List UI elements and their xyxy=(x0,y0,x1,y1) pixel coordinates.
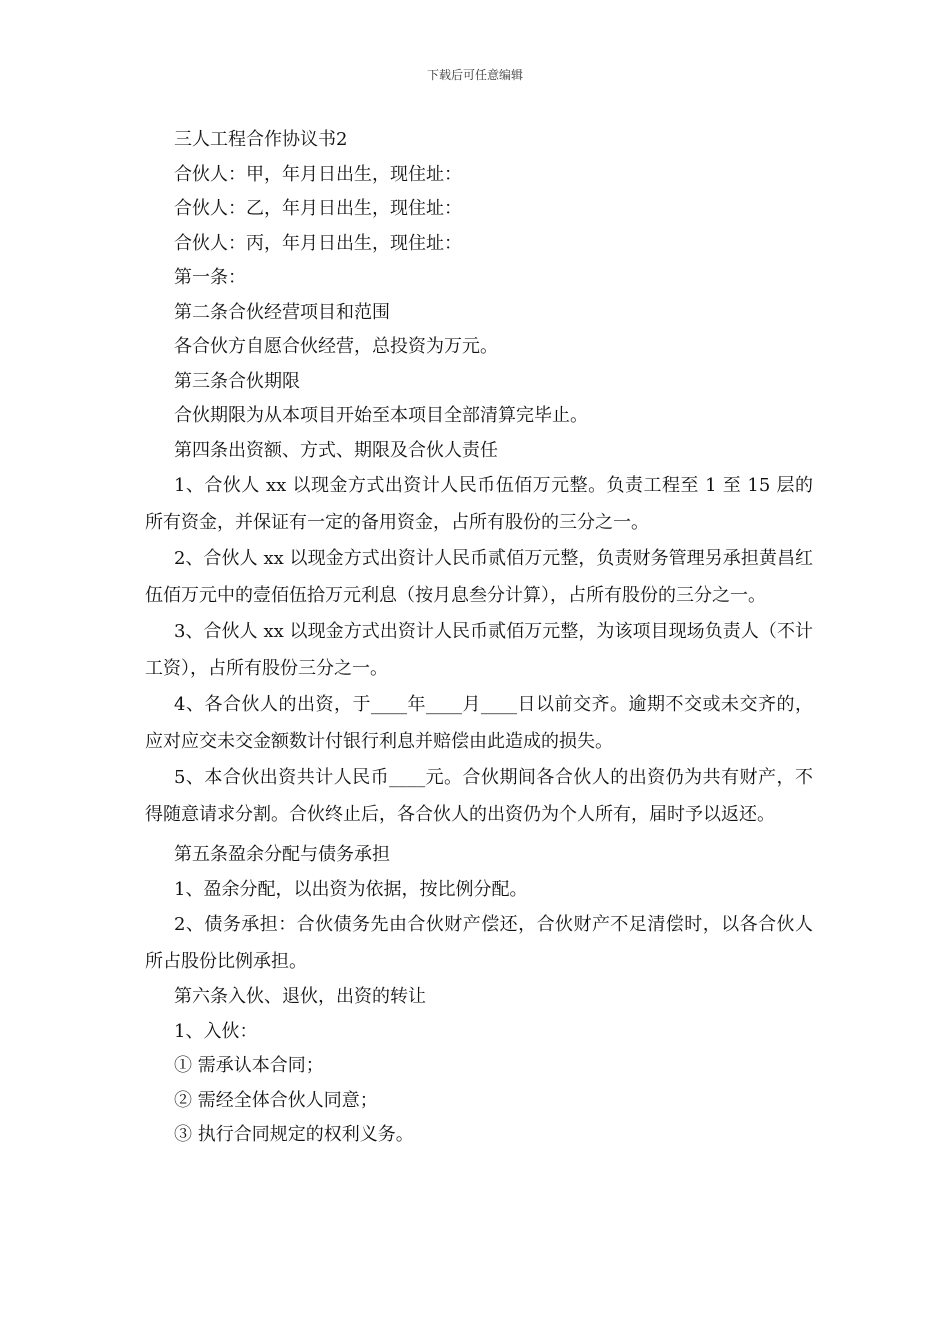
article-4-item-3: 3、合伙人 xx 以现金方式出资计人民币贰佰万元整，为该项目现场负责人（不计工资），占所有股份三分之一。 xyxy=(145,621,813,679)
article-5-item-1: 1、盈余分配，以出资为依据，按比例分配。 xyxy=(174,878,528,900)
article-3-body: 合伙期限为从本项目开始至本项目全部清算完毕止。 xyxy=(174,405,588,426)
article-4-heading: 第四条出资额、方式、期限及合伙人责任 xyxy=(174,439,498,461)
article-5-item-2: 2、债务承担：合伙债务先由合伙财产偿还，合伙财产不足清偿时，以各合伙人所占股份比例承担。 xyxy=(145,914,813,972)
partner-a-line: 合伙人：甲，年月日出生，现住址： xyxy=(174,163,462,185)
article-4-item-4: 4、各合伙人的出资，于____年____月____日以前交齐。逾期不交或未交齐的，应对应交未交金额数计付银行利息并赔偿由此造成的损失。 xyxy=(145,694,813,752)
article-6-sub-3: ③ 执行合同规定的权利义务。 xyxy=(174,1124,414,1145)
article-2-body: 各合伙方自愿合伙经营，总投资为万元。 xyxy=(174,336,498,357)
article-4-item-5: 5、本合伙出资共计人民币____元。合伙期间各合伙人的出资仍为共有财产，不得随意请求分割。合伙终止后，各合伙人的出资仍为个人所有，届时予以返还。 xyxy=(145,767,813,825)
article-4-item-2: 2、合伙人 xx 以现金方式出资计人民币贰佰万元整，负责财务管理另承担黄昌红伍佰万元中的壹佰伍拾万元利息（按月息叁分计算），占所有股份的三分之一。 xyxy=(145,548,813,606)
partner-c-line: 合伙人：丙，年月日出生，现住址： xyxy=(174,232,462,254)
article-6-sub-2: ② 需经全体合伙人同意； xyxy=(174,1089,378,1111)
article-3-heading: 第三条合伙期限 xyxy=(174,370,300,392)
article-2-heading: 第二条合伙经营项目和范围 xyxy=(174,301,390,323)
article-6-heading: 第六条入伙、退伙，出资的转让 xyxy=(174,986,426,1007)
article-6-item-1: 1、入伙： xyxy=(174,1020,258,1042)
article-1-heading: 第一条： xyxy=(174,267,246,288)
article-6-sub-1: ① 需承认本合同； xyxy=(174,1055,324,1076)
article-5-heading: 第五条盈余分配与债务承担 xyxy=(174,844,390,865)
document-body xyxy=(145,123,813,1153)
partner-b-line: 合伙人：乙，年月日出生，现住址： xyxy=(174,198,462,219)
page-header-note: 下载后可任意编辑 xyxy=(426,68,523,82)
document-title: 三人工程合作协议书2 xyxy=(174,129,348,150)
article-4-item-1: 1、合伙人 xx 以现金方式出资计人民币伍佰万元整。负责工程至 1 至 15 层的所有资金，并保证有一定的备用资金，占所有股份的三分之一。 xyxy=(145,475,813,533)
